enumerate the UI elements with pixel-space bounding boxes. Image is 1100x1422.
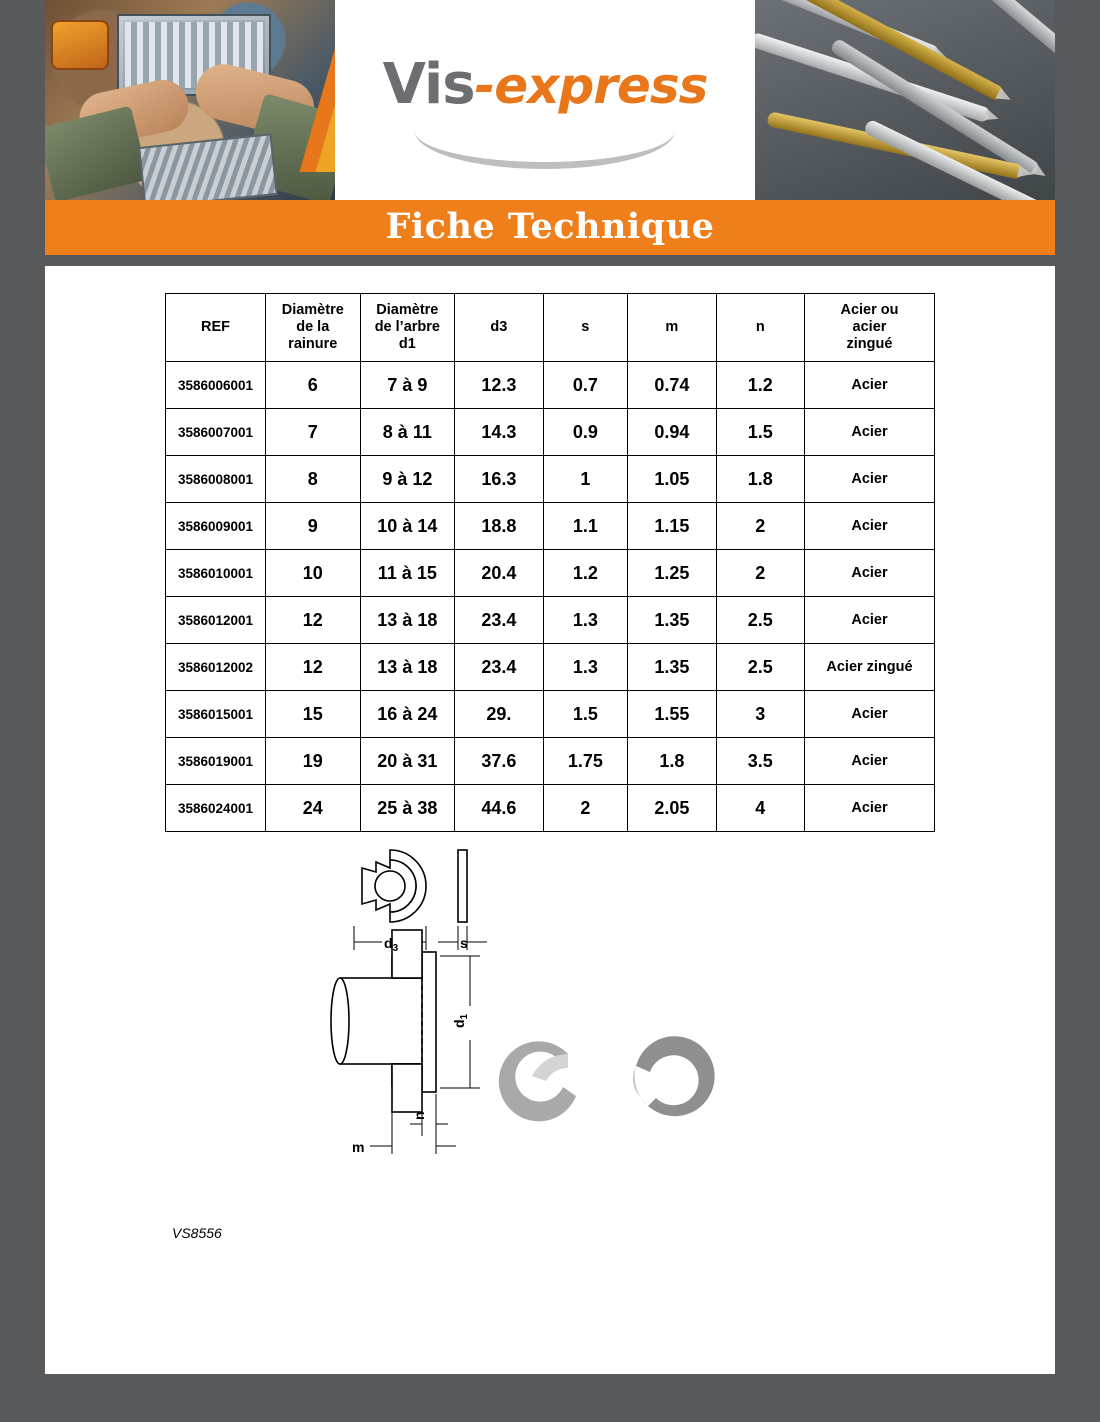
- table-row: [166, 691, 935, 738]
- cell-ref: 3586009001: [166, 503, 266, 550]
- cell-n: 2: [716, 550, 804, 597]
- page-border-right: [1055, 0, 1100, 1422]
- cell-d3: 18.8: [455, 503, 543, 550]
- cell-rainure: 10: [265, 550, 360, 597]
- cell-n: 3: [716, 691, 804, 738]
- column-header-s: s: [543, 294, 628, 362]
- table-row: [166, 738, 935, 785]
- cell-s: 0.9: [543, 409, 628, 456]
- cell-d3: 16.3: [455, 456, 543, 503]
- reference-code: VS8556: [172, 1225, 222, 1241]
- cell-d3: 44.6: [455, 785, 543, 832]
- tape-measure-icon: [51, 20, 109, 70]
- table-header-row: [166, 294, 935, 362]
- cell-ref: 3586007001: [166, 409, 266, 456]
- cell-m: 0.94: [628, 409, 716, 456]
- cell-n: 1.5: [716, 409, 804, 456]
- cell-s: 1.1: [543, 503, 628, 550]
- label-n: n: [411, 1111, 427, 1120]
- cell-m: 1.15: [628, 503, 716, 550]
- cell-rainure: 6: [265, 362, 360, 409]
- cell-n: 3.5: [716, 738, 804, 785]
- cell-arbre: 9 à 12: [360, 456, 455, 503]
- table-row: [166, 550, 935, 597]
- logo-text-vis: Vis: [382, 52, 475, 117]
- page-header: [45, 0, 1055, 200]
- cell-matiere: Acier: [804, 738, 934, 785]
- cell-matiere: Acier: [804, 456, 934, 503]
- cell-arbre: 13 à 18: [360, 644, 455, 691]
- logo-swoosh-icon: [415, 124, 675, 169]
- table-row: [166, 362, 935, 409]
- cell-rainure: 24: [265, 785, 360, 832]
- cell-m: 1.35: [628, 644, 716, 691]
- cell-ref: 3586012001: [166, 597, 266, 644]
- column-header-d3: d3: [455, 294, 543, 362]
- cell-n: 2.5: [716, 597, 804, 644]
- cell-matiere: Acier: [804, 503, 934, 550]
- cell-arbre: 10 à 14: [360, 503, 455, 550]
- label-d1: $d_1$: [451, 1013, 470, 1028]
- cell-s: 0.7: [543, 362, 628, 409]
- cell-m: 1.35: [628, 597, 716, 644]
- spec-table-wrap: [165, 293, 935, 832]
- cell-n: 1.2: [716, 362, 804, 409]
- cell-matiere: Acier: [804, 409, 934, 456]
- brand-logo: [335, 0, 755, 200]
- sleeve-left: [45, 106, 149, 200]
- page-footer: [45, 1374, 1055, 1422]
- cell-ref: 3586024001: [166, 785, 266, 832]
- cell-s: 1.2: [543, 550, 628, 597]
- cell-d3: 14.3: [455, 409, 543, 456]
- cell-d3: 23.4: [455, 644, 543, 691]
- cell-m: 2.05: [628, 785, 716, 832]
- title-band-shadow: [45, 255, 1055, 266]
- cell-arbre: 16 à 24: [360, 691, 455, 738]
- cell-s: 1: [543, 456, 628, 503]
- eclip-front-view: [362, 850, 426, 922]
- cell-matiere: Acier: [804, 691, 934, 738]
- column-header-diametre-arbre: Diamètre de l’arbre d1: [360, 294, 455, 362]
- column-header-diametre-rainure: Diamètre de la rainure: [265, 294, 360, 362]
- cell-s: 2: [543, 785, 628, 832]
- cell-rainure: 8: [265, 456, 360, 503]
- workshop-photo: [45, 0, 335, 200]
- cell-ref: 3586006001: [166, 362, 266, 409]
- cell-matiere: Acier: [804, 785, 934, 832]
- cell-matiere: Acier zingué: [804, 644, 934, 691]
- column-header-matiere: Acier ou acier zingué: [804, 294, 934, 362]
- table-row: [166, 456, 935, 503]
- cell-rainure: 19: [265, 738, 360, 785]
- eclip-side-view: [458, 850, 467, 922]
- screws-photo: [755, 0, 1055, 200]
- spec-table: [165, 293, 935, 832]
- logo-text-express: -express: [474, 57, 708, 115]
- technical-drawing: [330, 838, 750, 1198]
- title-band: [45, 200, 1055, 255]
- cell-arbre: 7 à 9: [360, 362, 455, 409]
- cell-m: 1.25: [628, 550, 716, 597]
- page-title: Fiche Technique: [385, 206, 715, 247]
- cell-rainure: 12: [265, 597, 360, 644]
- cell-s: 1.75: [543, 738, 628, 785]
- sorting-tray: [138, 133, 278, 200]
- cell-matiere: Acier: [804, 550, 934, 597]
- cell-s: 1.3: [543, 644, 628, 691]
- cell-ref: 3586010001: [166, 550, 266, 597]
- cell-arbre: 20 à 31: [360, 738, 455, 785]
- cell-arbre: 11 à 15: [360, 550, 455, 597]
- cell-n: 2.5: [716, 644, 804, 691]
- cell-d3: 29.: [455, 691, 543, 738]
- cell-n: 4: [716, 785, 804, 832]
- table-row: [166, 644, 935, 691]
- column-header-n: n: [716, 294, 804, 362]
- cell-rainure: 7: [265, 409, 360, 456]
- cell-d3: 23.4: [455, 597, 543, 644]
- cell-rainure: 9: [265, 503, 360, 550]
- cell-d3: 37.6: [455, 738, 543, 785]
- cell-m: 0.74: [628, 362, 716, 409]
- cell-d3: 12.3: [455, 362, 543, 409]
- label-m: m: [352, 1139, 365, 1155]
- cell-m: 1.05: [628, 456, 716, 503]
- cell-matiere: Acier: [804, 597, 934, 644]
- cell-s: 1.5: [543, 691, 628, 738]
- cell-m: 1.8: [628, 738, 716, 785]
- table-row: [166, 409, 935, 456]
- cell-rainure: 15: [265, 691, 360, 738]
- table-row: [166, 597, 935, 644]
- cell-arbre: 8 à 11: [360, 409, 455, 456]
- table-row: [166, 503, 935, 550]
- cell-rainure: 12: [265, 644, 360, 691]
- cell-n: 1.8: [716, 456, 804, 503]
- label-d3: $d_3$: [384, 935, 399, 954]
- table-row: [166, 785, 935, 832]
- cell-ref: 3586012002: [166, 644, 266, 691]
- page-border-left: [0, 0, 45, 1422]
- cell-ref: 3586015001: [166, 691, 266, 738]
- cell-matiere: Acier: [804, 362, 934, 409]
- column-header-ref: REF: [166, 294, 266, 362]
- eclip-photo: [499, 1036, 715, 1121]
- logo-text-wrap: [383, 52, 708, 117]
- cell-n: 2: [716, 503, 804, 550]
- cell-d3: 20.4: [455, 550, 543, 597]
- cell-ref: 3586008001: [166, 456, 266, 503]
- cell-ref: 3586019001: [166, 738, 266, 785]
- column-header-m: m: [628, 294, 716, 362]
- cell-s: 1.3: [543, 597, 628, 644]
- cell-arbre: 13 à 18: [360, 597, 455, 644]
- cell-arbre: 25 à 38: [360, 785, 455, 832]
- label-s: s: [460, 935, 468, 951]
- cell-m: 1.55: [628, 691, 716, 738]
- shaft-assembly: [331, 930, 436, 1112]
